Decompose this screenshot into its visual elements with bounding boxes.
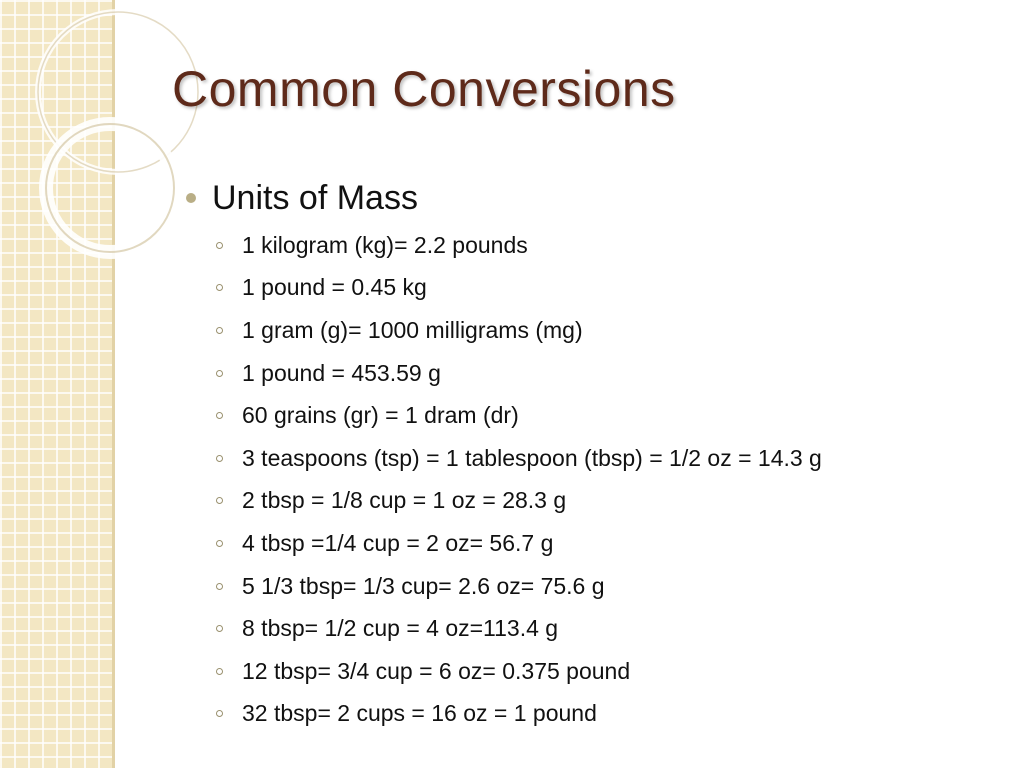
list-item <box>186 480 986 523</box>
list-item <box>186 607 986 650</box>
ring-bullet-icon <box>216 625 223 632</box>
list-item-text: 1 kilogram (kg)= 2.2 pounds <box>242 231 528 258</box>
ring-bullet-icon <box>216 668 223 675</box>
decorative-rings-icon <box>0 0 200 320</box>
list-item <box>186 693 986 736</box>
list-item <box>186 309 986 352</box>
list-item <box>186 394 986 437</box>
section-heading: Units of Mass <box>212 178 418 217</box>
list-item-text: 3 teaspoons (tsp) = 1 tablespoon (tbsp) = 1/2 oz = 14.3 g <box>242 444 822 471</box>
bullet-dot-icon <box>186 193 196 203</box>
list-item-text: 2 tbsp = 1/8 cup = 1 oz = 28.3 g <box>242 487 567 514</box>
list-item <box>186 437 986 480</box>
ring-bullet-icon <box>216 370 223 377</box>
list-item <box>186 650 986 693</box>
ring-bullet-icon <box>216 327 223 334</box>
ring-bullet-icon <box>216 540 223 547</box>
ring-bullet-icon <box>216 284 223 291</box>
slide-content <box>186 172 986 735</box>
ring-bullet-icon <box>216 710 223 717</box>
conversion-list <box>186 224 986 735</box>
list-item-text: 1 gram (g)= 1000 milligrams (mg) <box>242 316 583 343</box>
list-item <box>186 565 986 608</box>
ring-bullet-icon <box>216 242 223 249</box>
ring-bullet-icon <box>216 412 223 419</box>
list-item <box>186 224 986 267</box>
list-item <box>186 522 986 565</box>
list-item-text: 12 tbsp= 3/4 cup = 6 oz= 0.375 pound <box>242 657 631 684</box>
ring-bullet-icon <box>216 455 223 462</box>
list-item-text: 4 tbsp =1/4 cup = 2 oz= 56.7 g <box>242 529 554 556</box>
list-item <box>186 267 986 310</box>
list-item <box>186 352 986 395</box>
list-item-text: 8 tbsp= 1/2 cup = 4 oz=113.4 g <box>242 615 559 642</box>
list-item-text: 1 pound = 453.59 g <box>242 359 441 386</box>
section-heading-row <box>186 172 986 224</box>
list-item-text: 1 pound = 0.45 kg <box>242 274 427 301</box>
list-item-text: 60 grains (gr) = 1 dram (dr) <box>242 402 519 429</box>
slide-title: Common Conversions <box>172 61 676 117</box>
ring-bullet-icon <box>216 497 223 504</box>
list-item-text: 32 tbsp= 2 cups = 16 oz = 1 pound <box>242 700 597 727</box>
ring-bullet-icon <box>216 583 223 590</box>
list-item-text: 5 1/3 tbsp= 1/3 cup= 2.6 oz= 75.6 g <box>242 572 605 599</box>
